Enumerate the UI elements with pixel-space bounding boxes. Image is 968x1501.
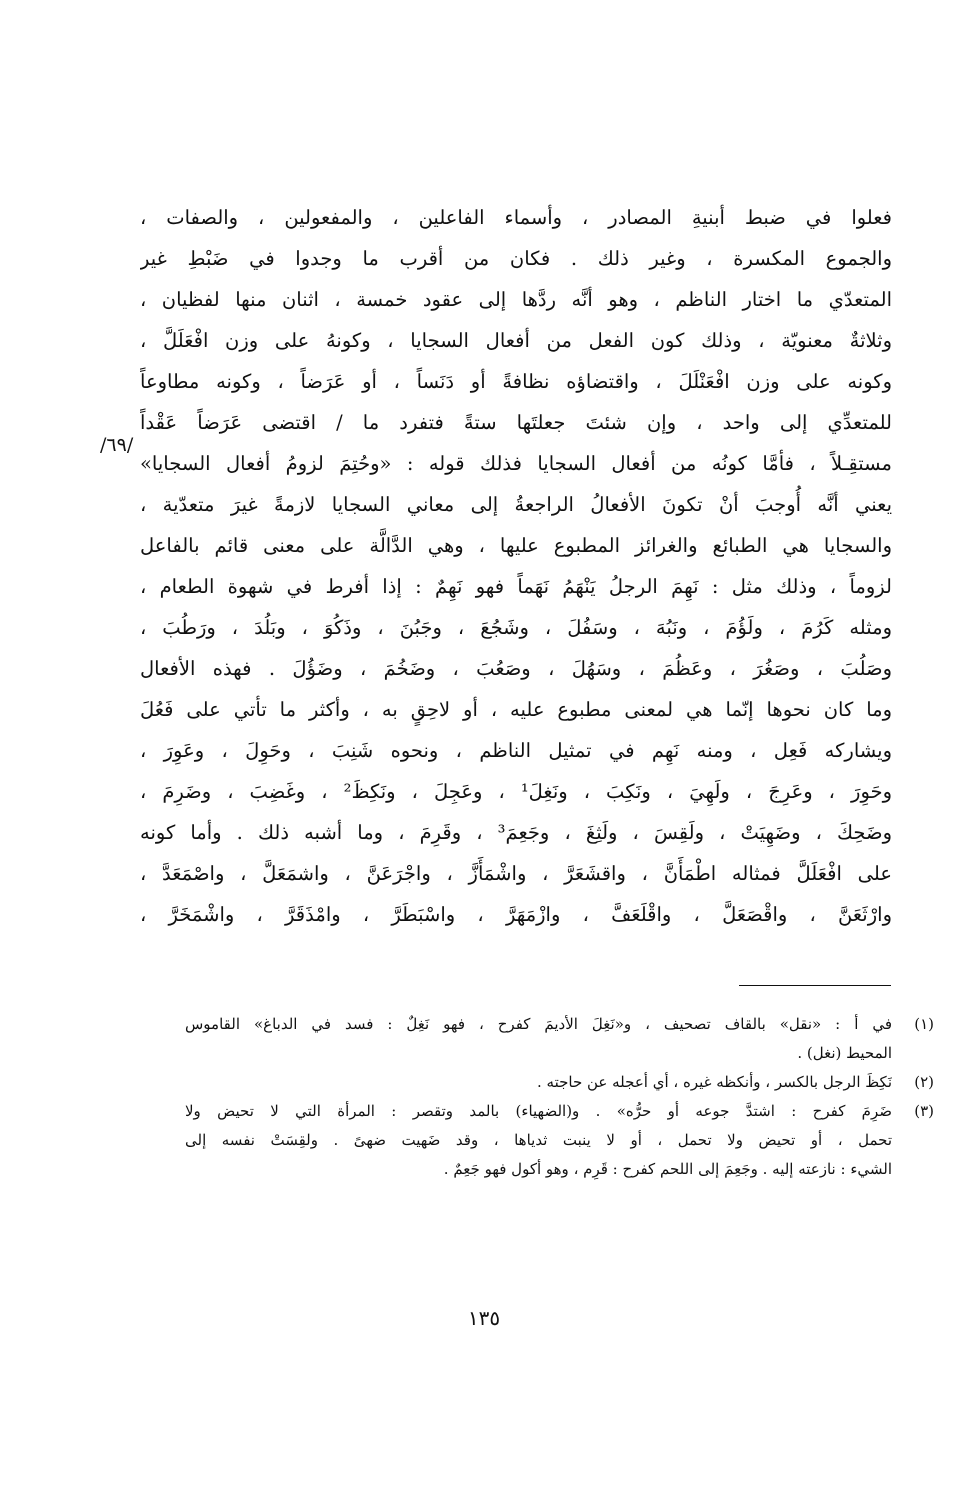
footnote-3 — [185, 1097, 934, 1184]
text-line: على افْعَلَلَّ فمثاله اطْمَأَنَّ ، واقشَعَرَّ ، واشْمَأَزَّ ، واجْرَعَنَّ ، واشمَعَلَّ ، واصْمَعَدَّ ، — [140, 862, 892, 885]
footnote-line: الشيء : نازعته إليه . وجَعِمَ إلى اللحم كفرح : قَرِم ، وهو أكول فهو جَعِمٌ . — [443, 1160, 892, 1178]
text-line: فعلوا في ضبط أبنيةِ المصادر ، وأسماء الفاعلين ، والمفعولين ، والصفات ، — [140, 206, 892, 229]
footnote-2 — [185, 1068, 934, 1097]
margin-page-reference: /٦٩/ — [100, 434, 134, 456]
text-line: وكونه على وزن افْعَنْلَلَ ، واقتضاؤه نظافةً أو دَنَساً ، أو عَرَضاً ، وكونه مطاوعاً — [140, 370, 892, 393]
footnote-number: (٣) — [914, 1102, 934, 1120]
page-number: ١٣٥ — [467, 1306, 501, 1330]
text-line: ويشاركه فَعِل ، ومنه نَهِم في تمثيل الناظم ، ونحوه شَنِبَ ، وحَوِلَ ، وعَوِرَ ، — [140, 739, 892, 762]
text-line: وما كان نحوها إنّما هي لمعنى مطبوع عليه ، أو لاحِقٍ به ، وأكثر ما تأتي على فَعُلَ — [140, 698, 892, 721]
footnote-number: (١) — [914, 1015, 934, 1033]
text-line: وثلاثةٌ معنويّة ، وذلك كون الفعل من أفعال السجايا ، وكونهُ على وزن افْعَلَلَّ ، — [140, 329, 892, 352]
footnote-1 — [185, 1010, 934, 1068]
footnote-divider — [739, 985, 891, 986]
footnotes — [185, 1010, 934, 1184]
text-line: مستقِـلاً ، فأمَّا كونُه من أفعال السجايا فذلك قوله : «وحُتِمَ لزومُ أفعال السجايا» — [140, 452, 892, 475]
text-line: ومثله كَرُمَ ، ولَؤُمَ ، ونَبُهَ ، وسَفُلَ ، وشَجُعَ ، وجَبُنَ ، وذَكُوَ ، وبَلُدَ ، ورَطُبَ ، — [140, 616, 892, 639]
footnote-line: ضَرِمَ كفرح : اشتدَّ جوعه أو حرُّه» . و(الضهياء) بالمد وتقصر : المرأة التي لا تحيض ولا — [185, 1102, 892, 1120]
main-text — [140, 197, 892, 935]
footnote-number: (٢) — [914, 1073, 934, 1091]
text-line: وارْثَعَنَّ ، واقْصَعَلَّ ، واقْلَعَفَّ ، وازْمَهَرَّ ، واسْبَطَرَّ ، وامْذَقَرَّ ، واشْمَخَرَّ ، — [140, 903, 892, 926]
text-line: والجموع المكسرة ، وغير ذلك . فكان من أقرب ما وجدوا في ضَبْطِ غير — [140, 247, 892, 270]
text-line: يعني أنَّه أُوجبَ أنْ تكونَ الأفعالُ الراجعةُ إلى معاني السجايا لازمةً غيرَ متعدّية ، — [140, 493, 892, 516]
footnote-line: نَكِظَ الرجل بالكسر ، وأنكظه غيره ، أي أعجله عن حاجته . — [537, 1073, 892, 1091]
footnote-line: المحيط (نغل) . — [797, 1044, 892, 1062]
text-line: وضَحِكَ ، وضَهِيَتْ ، ولَقِسَ ، ولَثِغَ ، وجَعِمَ³ ، وقَرِمَ ، وما أشبه ذلك . وأما كونه — [140, 821, 892, 844]
footnote-line: تحمل ، أو تحيض ولا تحمل ، أو لا ينبت ثدياها ، وقد ضَهيت ضهىً . ولقِسَتْ نفسه إلى — [185, 1131, 892, 1149]
text-line: لزوماً ، وذلك مثل : نَهِمَ الرجلُ يَنْهَمُ نَهَماً فهو نَهِمٌ : إذا أفرط في شهوة الطعام ، — [140, 575, 892, 598]
text-line: وحَوِرَ ، وعَرِجَ ، ولَهِيَ ، ونَكِبَ ، ونَغِلَ¹ ، وعَجِلَ ، ونَكِظَ² ، وغَضِبَ ، وضَرِمَ ، — [140, 780, 892, 803]
footnote-line: في أ : «نقل» بالقاف تصحيف ، و«نَغِلَ الأديمَ كفرح ، فهو نَغِلٌ : فسد في الدباغ» القاموس — [185, 1015, 892, 1033]
text-line: وصَلُبَ ، وصَغُرَ ، وعَظُمَ ، وسَهُلَ ، وصَعُبَ ، وضَخُمَ ، وضَؤُلَ . فهذه الأفعال — [140, 657, 892, 680]
text-line: والسجايا هي الطبائع والغرائز المطبوع عليها ، وهي الدَّالَّة على معنى قائم بالفاعل — [140, 534, 892, 557]
text-line: المتعدّي ما اختار الناظم ، وهو أنَّه ردَّها إلى عقود خمسة ، اثنان منها لفظيان ، — [140, 288, 892, 311]
text-line: للمتعدِّي إلى واحد ، وإن شئتَ جعلتَها ستةً فتفرد ما / اقتضى عَرَضاً عَقْداً — [140, 411, 892, 434]
